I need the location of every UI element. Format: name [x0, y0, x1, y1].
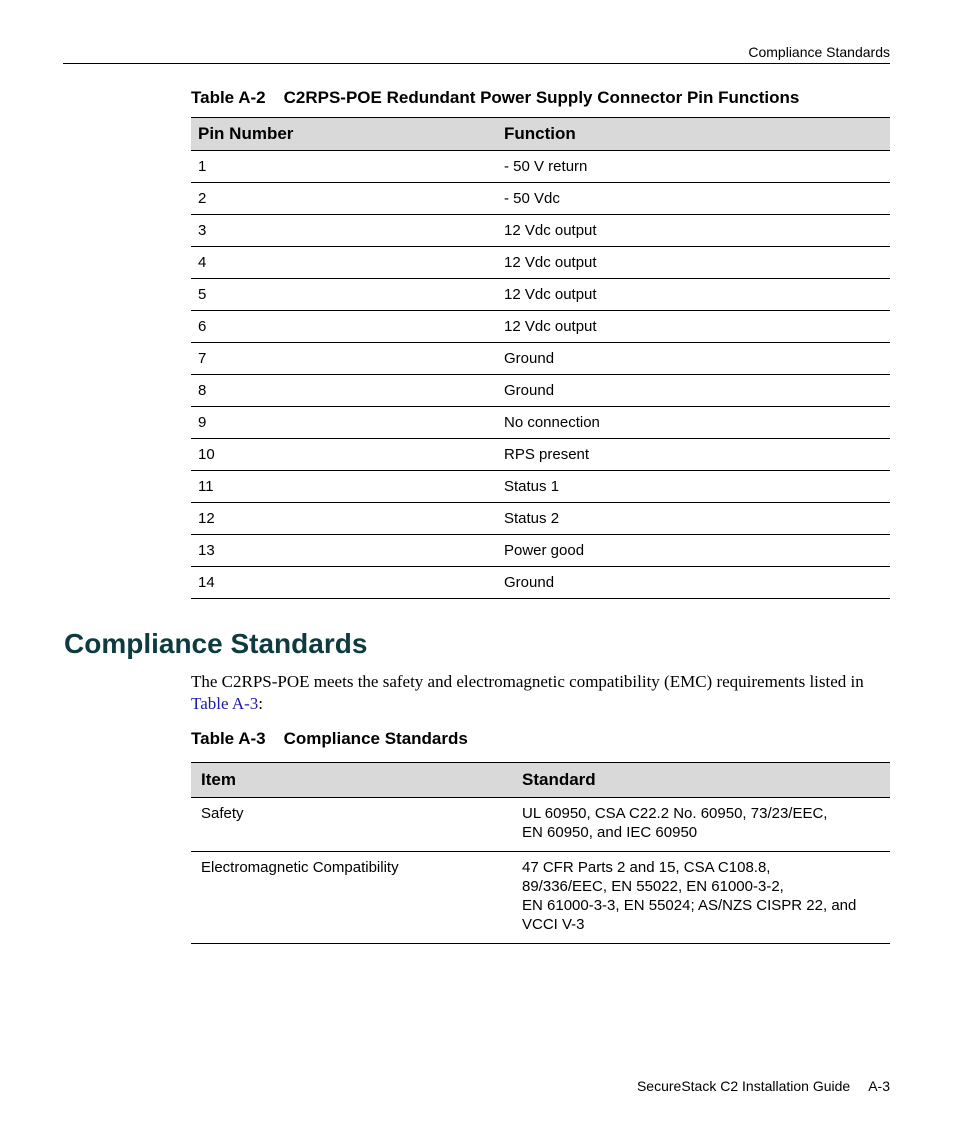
item-cell: Electromagnetic Compatibility — [191, 852, 512, 944]
standard-line: 89/336/EEC, EN 55022, EN 61000-3-2, — [522, 878, 784, 895]
pin-function-table — [191, 117, 890, 599]
table-a3-link[interactable]: Table A-3 — [191, 694, 259, 713]
standard-line: EN 61000-3-3, EN 55024; AS/NZS CISPR 22, and — [522, 897, 857, 914]
standard-line: 47 CFR Parts 2 and 15, CSA C108.8, — [522, 859, 771, 876]
function-cell: 12 Vdc output — [497, 279, 890, 311]
table-a3-title: Compliance Standards — [283, 729, 468, 748]
function-cell: Status 2 — [497, 503, 890, 535]
pin-number-cell: 7 — [191, 343, 497, 375]
body-paragraph — [191, 671, 891, 715]
running-header: Compliance Standards — [748, 44, 890, 60]
pin-number-cell: 9 — [191, 407, 497, 439]
column-header-item: Item — [191, 763, 512, 798]
standard-line: UL 60950, CSA C22.2 No. 60950, 73/23/EEC, — [522, 805, 828, 822]
function-cell: 12 Vdc output — [497, 311, 890, 343]
table-row — [191, 151, 890, 183]
table-row — [191, 183, 890, 215]
pin-number-cell: 5 — [191, 279, 497, 311]
table-row — [191, 279, 890, 311]
footer-guide-title: SecureStack C2 Installation Guide — [636, 1078, 851, 1094]
table-a2-title: C2RPS-POE Redundant Power Supply Connector Pin Functions — [283, 88, 800, 107]
pin-number-cell: 6 — [191, 311, 497, 343]
table-a3-caption — [191, 729, 468, 749]
standard-cell — [512, 852, 890, 944]
table-a2-caption — [191, 88, 799, 108]
table-row — [191, 247, 890, 279]
table-row — [191, 375, 890, 407]
table-row — [191, 215, 890, 247]
table-row — [191, 407, 890, 439]
function-cell: Ground — [497, 343, 890, 375]
standard-line: VCCI V-3 — [522, 916, 585, 933]
table-header-row — [191, 763, 890, 798]
standard-line: EN 60950, and IEC 60950 — [522, 824, 698, 841]
function-cell: Power good — [497, 535, 890, 567]
table-row — [191, 503, 890, 535]
table-row — [191, 535, 890, 567]
standard-cell — [512, 798, 890, 852]
pin-number-cell: 11 — [191, 471, 497, 503]
function-cell: - 50 V return — [497, 151, 890, 183]
function-cell: 12 Vdc output — [497, 247, 890, 279]
pin-number-cell: 3 — [191, 215, 497, 247]
table-row — [191, 567, 890, 599]
pin-number-cell: 13 — [191, 535, 497, 567]
function-cell: Status 1 — [497, 471, 890, 503]
section-title: Compliance Standards — [64, 628, 368, 659]
function-cell: Ground — [497, 567, 890, 599]
table-row — [191, 852, 890, 944]
page-number: A-3 — [868, 1078, 890, 1094]
column-header-function: Function — [497, 118, 890, 151]
table-row — [191, 439, 890, 471]
pin-number-cell: 1 — [191, 151, 497, 183]
function-cell: 12 Vdc output — [497, 215, 890, 247]
table-header-row — [191, 118, 890, 151]
column-header-pin-number: Pin Number — [191, 118, 497, 151]
paragraph-text: The C2RPS-POE meets the safety and electromagnetic compatibility (EMC) requirements listed in — [191, 672, 864, 691]
compliance-table — [191, 762, 890, 944]
table-row — [191, 798, 890, 852]
table-row — [191, 343, 890, 375]
function-cell: No connection — [497, 407, 890, 439]
pin-number-cell: 8 — [191, 375, 497, 407]
table-a2-label: Table A-2 — [191, 88, 266, 107]
column-header-standard: Standard — [512, 763, 890, 798]
pin-number-cell: 14 — [191, 567, 497, 599]
table-row — [191, 311, 890, 343]
pin-number-cell: 4 — [191, 247, 497, 279]
table-a3-label: Table A-3 — [191, 729, 266, 748]
paragraph-text-end: : — [258, 694, 263, 713]
item-cell: Safety — [191, 798, 512, 852]
function-cell: Ground — [497, 375, 890, 407]
function-cell: - 50 Vdc — [497, 183, 890, 215]
pin-number-cell: 12 — [191, 503, 497, 535]
header-rule — [63, 63, 890, 64]
pin-number-cell: 2 — [191, 183, 497, 215]
page-footer — [637, 1078, 890, 1094]
pin-number-cell: 10 — [191, 439, 497, 471]
table-row — [191, 471, 890, 503]
function-cell: RPS present — [497, 439, 890, 471]
